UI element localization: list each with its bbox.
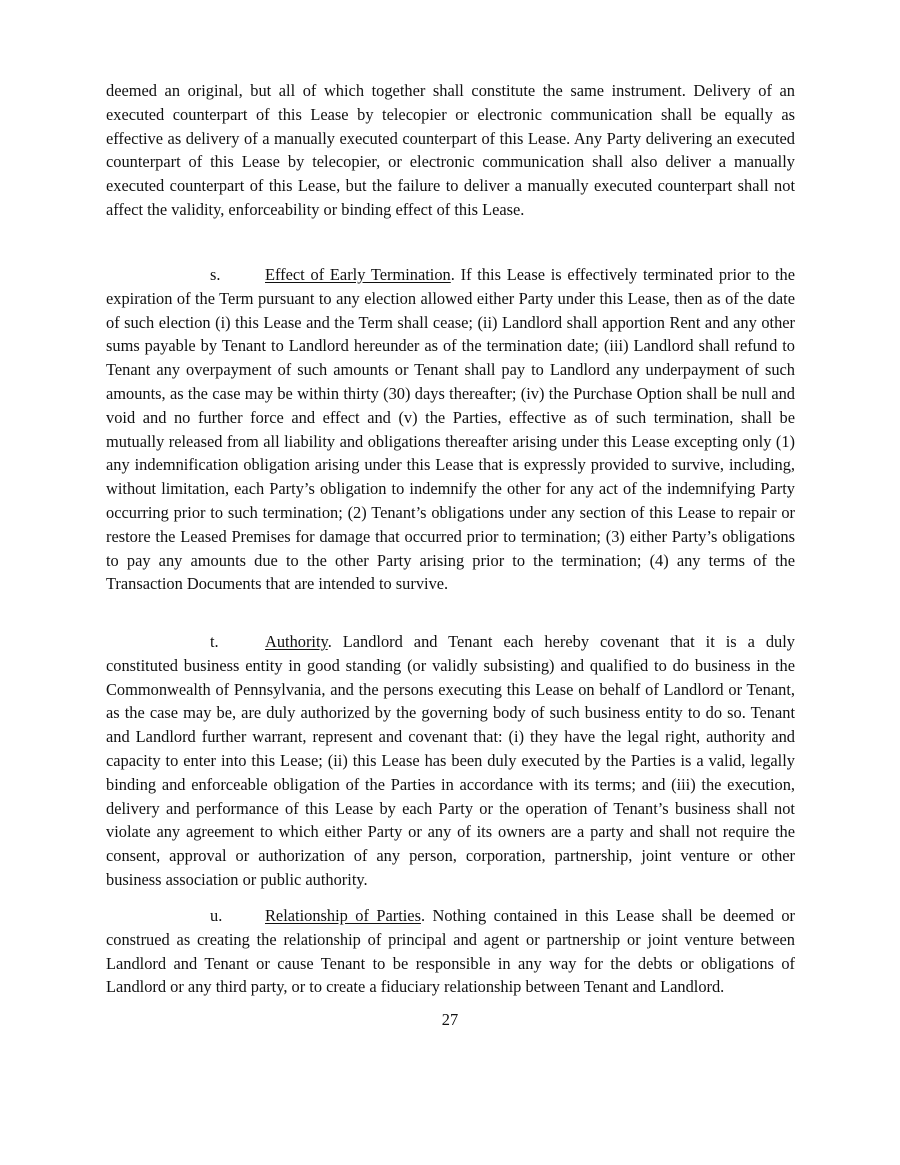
section-u-relationship-of-parties: u. Relationship of Parties. Nothing contained in this Lease shall be deemed or construed as creating the relationship of principal and agent or partnership or joint venture between Landlord and Tenant or cause Tenant to be responsible in any way for the debts or obligations of Landlord or any third party, or to create a fiduciary relationship between Tenant and Landlord.: [106, 906, 795, 997]
page-number: 27: [441, 1010, 459, 1029]
paragraph-text: deemed an original, but all of which together shall constitute the same instrument. Delivery of an executed counterpart of this Lease by telecopier or electronic communication shall be equally as effective as delivery of a manually executed counterpart of this Lease. Any Party delivering an executed counterpart of this Lease by telecopier, or electronic communication shall also deliver a manually executed counterpart of this Lease, but the failure to deliver a manually executed counterpart shall not affect the validity, enforceability or binding effect of this Lease.: [106, 81, 795, 219]
continuation-paragraph: [106, 79, 795, 222]
section-heading: Relationship of Parties: [265, 906, 421, 925]
section-t-authority: t. Authority. Landlord and Tenant each hereby covenant that it is a duly constituted business entity in good standing (or validly subsisting) and qualified to do business in the Commonwealth of Pennsylvania, and the persons executing this Lease on behalf of Landlord or Tenant, as the case may be, are duly authorized by the governing body of such business entity to do so. Tenant and Landlord further warrant, represent and covenant that: (i) they have the legal right, authority and capacity to enter into this Lease; (ii) this Lease has been duly executed by the Parties is a valid, legally binding and enforceable obligation of the Parties in accordance with its terms; and (iii) the execution, delivery and performance of this Lease by each Party or the operation of Tenant’s business shall not violate any agreement to which either Party or any of its owners are a party and shall not require the consent, approval or authorization of any person, corporation, partnership, joint venture or other business association or public authority.: [106, 632, 795, 889]
section-heading: Effect of Early Termination: [265, 265, 451, 284]
section-body: . If this Lease is effectively terminated prior to the expiration of the Term pursuant to any election allowed either Party under this Lease, then as of the date of such election (i) this Lease and the Term shall cease; (ii) Landlord shall apportion Rent and any other sums payable by Tenant to Landlord hereunder as of the termination date; (iii) Landlord shall refund to Tenant any overpayment of such amounts or Tenant shall pay to Landlord any underpayment of such amounts, as the case may be within thirty (30) days thereafter; (iv) the Purchase Option shall be null and void and no further force and effect and (v) the Parties, effective as of such termination, shall be mutually released from all liability and obligations thereafter arising under this Lease excepting only (1) any indemnification obligation arising under this Lease that is expressly provided to survive, including, without limitation, each Party’s obligation to indemnify the other for any act of the indemnifying Party occurring prior to such termination; (2) Tenant’s obligations under any section of this Lease to repair or restore the Leased Premises for damage that occurred prior to termination; (3) either Party’s obligations to pay any amounts due to the other Party arising prior to the termination; (4) any terms of the Transaction Documents that are intended to survive.: [106, 265, 795, 594]
section-body: . Nothing contained in this Lease shall be deemed or construed as creating the relationship of principal and agent or partnership or joint venture between Landlord and Tenant or cause Tenant to be responsible in any way for the debts or obligations of Landlord or any third party, or to create a fiduciary relationship between Tenant and Landlord.: [106, 906, 795, 997]
section-heading: Authority: [265, 632, 328, 651]
section-body: . Landlord and Tenant each hereby covenant that it is a duly constituted business entity in good standing (or validly subsisting) and qualified to do business in the Commonwealth of Pennsylvania, and the persons executing this Lease on behalf of Landlord or Tenant, as the case may be, are duly authorized by the governing body of such business entity to do so. Tenant and Landlord further warrant, represent and covenant that: (i) they have the legal right, authority and capacity to enter into this Lease; (ii) this Lease has been duly executed by the Parties is a valid, legally binding and enforceable obligation of the Parties in accordance with its terms; and (iii) the execution, delivery and performance of this Lease by each Party or the operation of Tenant’s business shall not violate any agreement to which either Party or any of its owners are a party and shall not require the consent, approval or authorization of any person, corporation, partnership, joint venture or other business association or public authority.: [106, 632, 795, 889]
section-s-early-termination: s. Effect of Early Termination. If this Lease is effectively terminated prior to the expiration of the Term pursuant to any election allowed either Party under this Lease, then as of the date of such election (i) this Lease and the Term shall cease; (ii) Landlord shall apportion Rent and any other sums payable by Tenant to Landlord hereunder as of the termination date; (iii) Landlord shall refund to Tenant any overpayment of such amounts or Tenant shall pay to Landlord any underpayment of such amounts, as the case may be within thirty (30) days thereafter; (iv) the Purchase Option shall be null and void and no further force and effect and (v) the Parties, effective as of such termination, shall be mutually released from all liability and obligations thereafter arising under this Lease excepting only (1) any indemnification obligation arising under this Lease that is expressly provided to survive, including, without limitation, each Party’s obligation to indemnify the other for any act of the indemnifying Party occurring prior to such termination; (2) Tenant’s obligations under any section of this Lease to repair or restore the Leased Premises for damage that occurred prior to termination; (3) either Party’s obligations to pay any amounts due to the other Party arising prior to the termination; (4) any terms of the Transaction Documents that are intended to survive.: [106, 265, 795, 594]
